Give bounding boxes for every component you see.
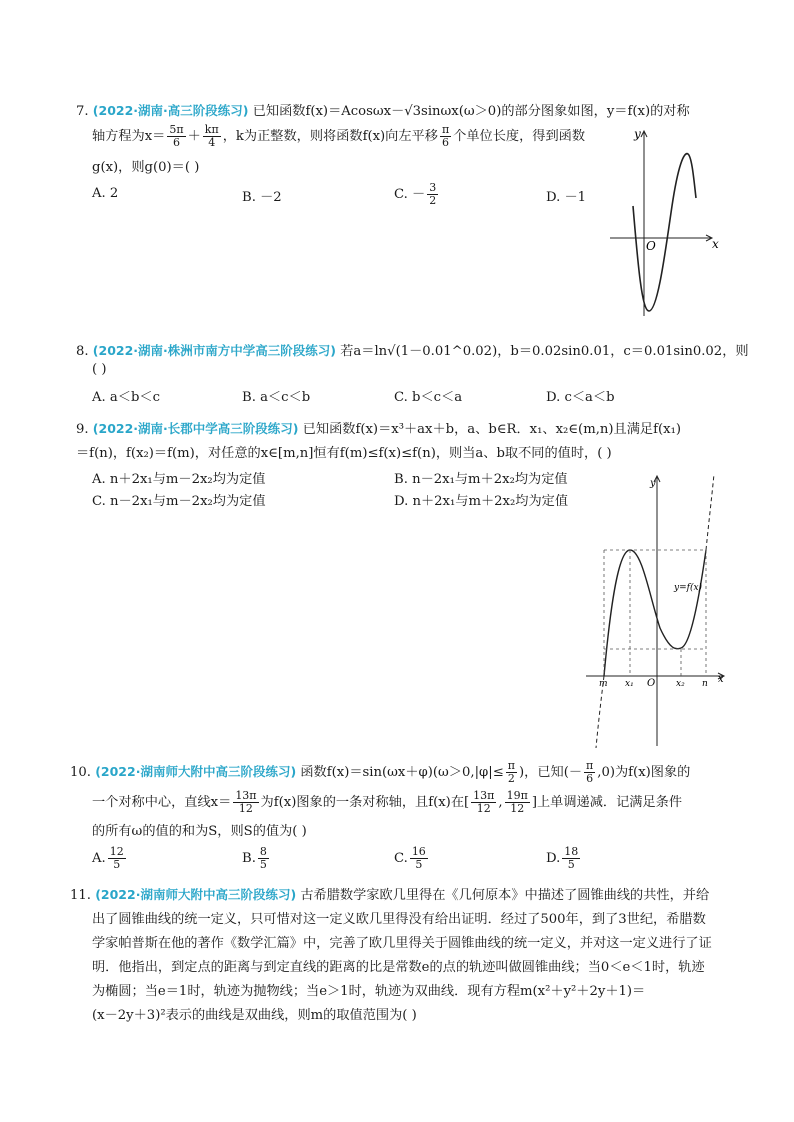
q10-source: (2022·湖南师大附中高三阶段练习) [95, 764, 297, 779]
q7-graph [608, 126, 728, 322]
q9-label-m: m [599, 679, 608, 689]
q10-text-3: 的所有ω的值的和为S，则S的值为( ) [92, 824, 307, 839]
q8-option-a[interactable]: A. a＜b＜c [92, 390, 160, 405]
q9-curve [604, 550, 706, 676]
q7-curve [633, 154, 696, 311]
q7-plus: ＋ [187, 129, 201, 144]
q10-option-d-frac [562, 846, 580, 871]
q10-comma: , [498, 795, 503, 810]
q7-frac2-num: kπ [204, 123, 219, 136]
q10-frac1-num: π [507, 759, 515, 772]
q10-frac5-den: 12 [510, 802, 525, 815]
q7-frac2-den: 4 [208, 136, 216, 149]
q9-label-x1: x₁ [625, 679, 634, 689]
q11-line1 [70, 884, 709, 903]
q9-label-o: O [647, 678, 656, 689]
q7-option-c[interactable] [394, 182, 440, 207]
q11-text-6: (x－2y＋3)²表示的曲线是双曲线，则m的取值范围为( ) [92, 1008, 417, 1023]
q7-frac2 [203, 124, 221, 149]
q10-frac5-num: 19π [506, 789, 528, 802]
q7-option-d[interactable]: D. －1 [546, 190, 587, 205]
q10-option-c-label: C. [394, 851, 408, 866]
q9-option-a[interactable]: A. n＋2x₁与m－2x₂均为定值 [92, 472, 266, 487]
q7-number: 7. [76, 104, 89, 119]
q7-text-2a: 轴方程为x＝ [92, 129, 166, 144]
q10-option-a[interactable] [92, 846, 128, 871]
q9-source: (2022·湖南·长郡中学高三阶段练习) [92, 421, 299, 436]
q10-optb-num: 8 [259, 845, 267, 858]
q10-text-1b: )，已知(－ [518, 765, 583, 780]
q10-option-d-label: D. [546, 851, 561, 866]
q10-line1 [70, 760, 690, 785]
q9-line1 [76, 418, 681, 437]
q10-frac4-den: 12 [476, 802, 491, 815]
q9-label-x: x [718, 674, 724, 685]
q11-text-2: 出了圆锥曲线的统一定义，只可惜对这一定义欧几里得没有给出证明．经过了500年，到了3世纪，希腊数 [92, 912, 706, 927]
q11-source: (2022·湖南师大附中高三阶段练习) [95, 887, 297, 902]
q11-number: 11. [70, 888, 91, 903]
q10-opta-den: 5 [113, 858, 121, 871]
q7-option-c-prefix: C. － [394, 187, 426, 202]
q10-optd-num: 18 [564, 845, 579, 858]
q7-frac3 [440, 124, 451, 149]
q10-option-b-label: B. [242, 851, 256, 866]
q10-frac1 [506, 760, 517, 785]
q10-frac5 [505, 790, 530, 815]
q7-option-c-frac [427, 182, 438, 207]
q8-option-b[interactable]: B. a＜c＜b [242, 390, 311, 405]
q10-option-b[interactable] [242, 846, 271, 871]
q7-frac1-num: 5π [169, 123, 184, 136]
q10-line2 [92, 790, 682, 815]
q10-number: 10. [70, 765, 91, 780]
q8-text-1: 若a＝ln√(1－0.01^0.02)，b＝0.02sin0.01，c＝0.01sin0.02，则 [340, 344, 749, 359]
q10-opta-num: 12 [109, 845, 124, 858]
q10-frac3-num: 13π [235, 789, 257, 802]
q10-optc-den: 5 [415, 858, 423, 871]
q7-text-2b: ，k为正整数，则将函数f(x)向左平移 [222, 129, 438, 144]
q7-label-x: x [712, 237, 719, 251]
q7-line1 [76, 100, 690, 119]
q10-text-2b: 为f(x)图象的一条对称轴，且f(x)在[ [260, 795, 470, 810]
q10-option-d[interactable] [546, 846, 582, 871]
q9-label-n: n [702, 679, 708, 689]
q7-frac3-den: 6 [442, 136, 450, 149]
q7-label-o: O [646, 239, 656, 253]
q9-option-d[interactable]: D. n＋2x₁与m＋2x₂均为定值 [394, 494, 569, 509]
q10-frac1-den: 2 [507, 772, 515, 785]
q7-text-1: 已知函数f(x)＝Acosωx－√3sinωx(ω＞0)的部分图象如图，y＝f(x)的对称 [252, 104, 690, 119]
q10-text-2a: 一个对称中心，直线x＝ [92, 795, 232, 810]
q8-line1 [76, 340, 749, 359]
q8-option-c[interactable]: C. b＜c＜a [394, 390, 463, 405]
q9-number: 9. [76, 422, 89, 437]
q9-label-x2: x₂ [676, 679, 685, 689]
q10-frac2-den: 6 [586, 772, 594, 785]
q10-text-1a: 函数f(x)＝sin(ωx＋φ)(ω＞0,|φ|≤ [300, 765, 504, 780]
q9-text-1: 已知函数f(x)＝x³＋ax＋b，a、b∈R．x₁、x₂∈(m,n)且满足f(x₁) [302, 422, 681, 437]
q8-number: 8. [76, 344, 89, 359]
q10-optd-den: 5 [567, 858, 575, 871]
q9-option-c[interactable]: C. n－2x₁与m－2x₂均为定值 [92, 494, 266, 509]
q10-frac3-den: 12 [238, 802, 253, 815]
q7-option-b[interactable]: B. －2 [242, 190, 282, 205]
q7-text-3: g(x)，则g(0)＝( ) [92, 160, 200, 175]
q10-frac2-num: π [586, 759, 594, 772]
q9-label-y: y [650, 478, 656, 489]
q9-graph [584, 470, 734, 752]
q7-text-2c: 个单位长度，得到函数 [453, 129, 586, 144]
q7-frac3-num: π [441, 123, 450, 136]
q11-text-3: 学家帕普斯在他的著作《数学汇篇》中，完善了欧几里得关于圆锥曲线的统一定义，并对这一定义进行了证 [92, 936, 712, 951]
q9-curve-ext-right [706, 474, 714, 550]
q8-text-2: ( ) [92, 362, 107, 377]
q10-optc-num: 16 [411, 845, 426, 858]
q7-optc-den: 2 [429, 194, 437, 207]
q7-option-a[interactable]: A. 2 [92, 186, 119, 201]
q10-frac4 [471, 790, 496, 815]
q10-option-a-label: A. [92, 851, 106, 866]
q11-text-5: 为椭圆；当e＝1时，轨迹为抛物线；当e＞1时，轨迹为双曲线．现有方程m(x²＋y²＋2y＋1)＝ [92, 984, 646, 999]
q9-option-b[interactable]: B. n－2x₁与m＋2x₂均为定值 [394, 472, 568, 487]
q10-option-b-frac [258, 846, 269, 871]
q10-option-a-frac [108, 846, 126, 871]
q10-frac2 [584, 760, 595, 785]
q10-text-2c: ]上单调递减．记满足条件 [531, 795, 683, 810]
q7-frac1-den: 6 [172, 136, 180, 149]
q10-option-c[interactable] [394, 846, 430, 871]
q10-frac3 [233, 790, 258, 815]
q7-label-y: y [634, 127, 641, 141]
q7-source: (2022·湖南·高三阶段练习) [92, 103, 249, 118]
q10-text-1c: ,0)为f(x)图象的 [597, 765, 691, 780]
q8-option-d[interactable]: D. c＜a＜b [546, 390, 615, 405]
q7-frac1 [167, 124, 185, 149]
q10-optb-den: 5 [259, 858, 267, 871]
q7-optc-num: 3 [429, 181, 437, 194]
q10-frac4-num: 13π [473, 789, 495, 802]
q11-text-1: 古希腊数学家欧几里得在《几何原本》中描述了圆锥曲线的共性，并给 [300, 888, 710, 903]
q9-label-fx: y=f(x) [674, 583, 703, 593]
q10-option-c-frac [410, 846, 428, 871]
q11-text-4: 明．他指出，到定点的距离与到定直线的距离的比是常数e的点的轨迹叫做圆锥曲线；当0＜e＜1时，轨迹 [92, 960, 705, 975]
q8-source: (2022·湖南·株洲市南方中学高三阶段练习) [92, 343, 337, 358]
q7-line2 [92, 124, 585, 149]
q9-text-2: ＝f(n)，f(x₂)＝f(m)，对任意的x∈[m,n]恒有f(m)≤f(x)≤f(n)，则当a、b取不同的值时，( ) [76, 446, 612, 461]
